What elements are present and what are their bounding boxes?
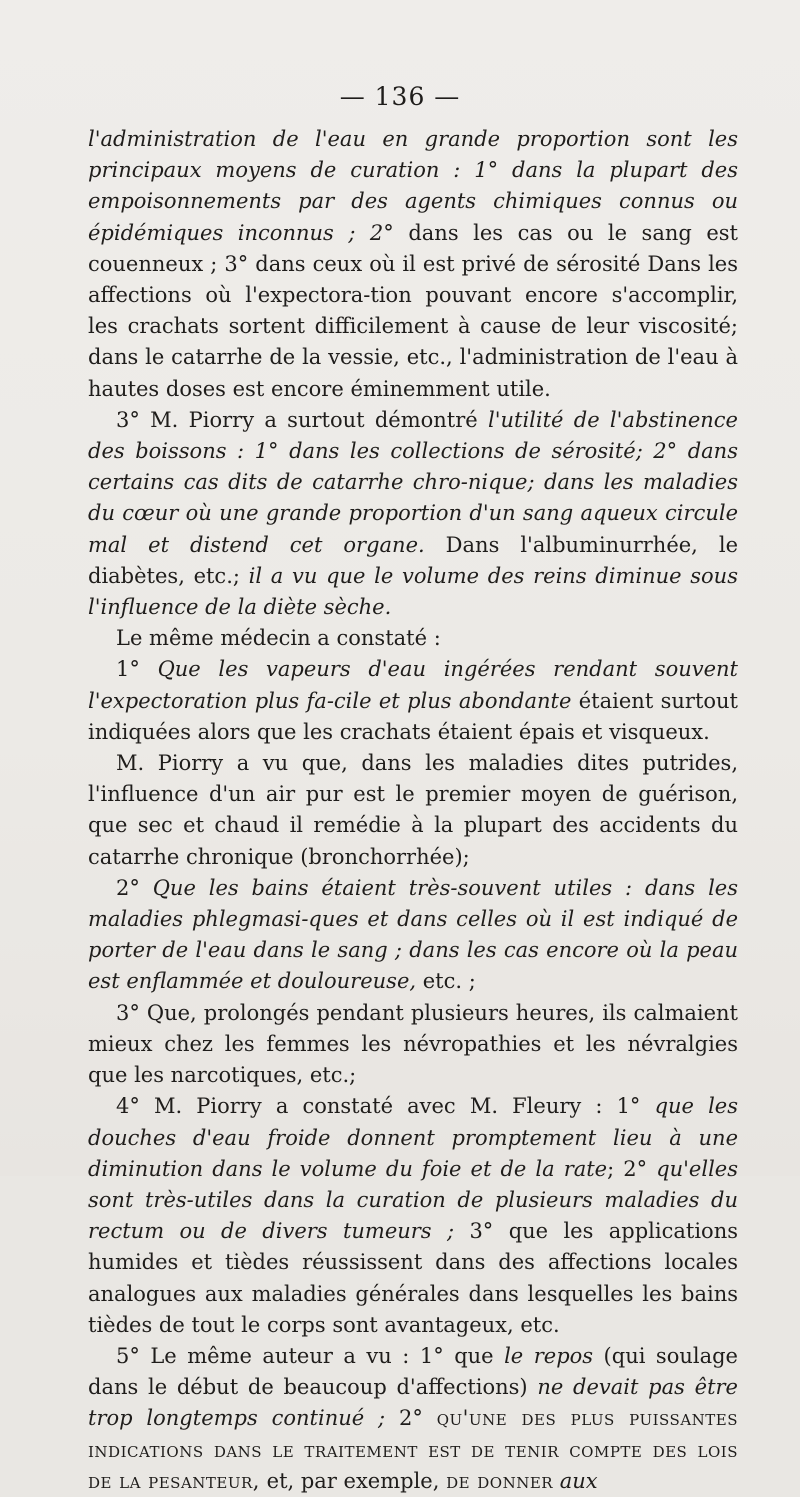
text-run: Que les vapeurs d'eau ingérées rendant souvent l'expectoration plus fa-cile et plus abondante [88, 657, 738, 713]
text-run: ne devait pas être trop longtemps continué ; [88, 1375, 738, 1431]
paragraph-p4 [88, 654, 738, 748]
paragraph-p6 [88, 873, 738, 998]
text-run: Que les bains étaient très-souvent utiles : dans les maladies phlegmasi-ques et dans celles où il est indiqué de porter de l'eau dans le sang ; dans les cas encore où la peau est enflammée et douloureuse, [88, 875, 738, 994]
text-run: Dans l'albuminurrhée, le diabètes, etc.; [88, 532, 738, 588]
text-run: M. Piorry a vu que, dans les maladies dites putrides, l'influence d'un air pur est le premier moyen de guérison, que sec et chaud il remédie à la plupart des accidents du catarrhe chronique (bronchorrhée); [88, 751, 738, 869]
text-run: 5° Le même auteur a vu : 1° que [116, 1343, 505, 1368]
text-run: qu'elles sont très-utiles dans la curation de plusieurs maladies du rectum ou de divers tumeurs ; [88, 1156, 738, 1244]
page-number: — 136 — [339, 82, 461, 111]
text-run [553, 1469, 560, 1493]
text-run: 2° [385, 1406, 437, 1431]
text-run: 3° M. Piorry a surtout démontré [116, 407, 488, 432]
text-run: le repos [504, 1343, 594, 1368]
text-run: 1° [116, 657, 158, 682]
text-run: 3° Que, prolongés pendant plusieurs heures, ils calmaient mieux chez les femmes les névropathies et les névralgies que les narcotiques, etc.; [88, 1000, 738, 1088]
text-run: etc. ; [416, 969, 476, 994]
paragraph-p1 [88, 124, 738, 405]
paragraph-p3 [88, 623, 738, 654]
text-run: il a vu que le volume des reins diminue sous l'influence de la diète sèche. [88, 563, 738, 620]
text-run: Le même médecin a constaté : [116, 626, 441, 651]
text-run: dans les cas ou le sang est couenneux ; 3° dans ceux où il est privé de sérosité Dans les affections où l'expectora-tion pouvant encore s'accomplir, les crachats sortent difficilement à cause de leur viscosité; dans le catarrhe de la vessie, etc., l'administration de l'eau à hautes doses est encore éminemment utile. [88, 220, 738, 401]
text-run: que les douches d'eau froide donnent promptement lieu à une diminution dans le volume du foie et de la rate [88, 1094, 738, 1181]
body-text [88, 124, 738, 1497]
text-run: l'utilité de l'abstinence des boissons : 1° dans les collections de sérosité; 2° dans certains cas dits de catarrhe chro-nique; dans les maladies du cœur où une grande proportion d'un sang aqueux circule mal et distend cet organe. [88, 407, 738, 557]
text-run: étaient surtout indiquées alors que les crachats étaient épais et visqueux. [88, 688, 738, 744]
text-run: 4° M. Piorry a constaté avec M. Fleury : 1° [116, 1094, 655, 1119]
text-run: de donner [446, 1468, 554, 1493]
text-run: aux [559, 1468, 598, 1493]
text-run: qu'une des plus puissantes indications dans le traitement est de tenir compte des lois de la pesanteur, [88, 1406, 739, 1493]
text-run: 2° [116, 875, 153, 900]
text-run: (qui soulage dans le début de beaucoup d'affections) [88, 1343, 738, 1400]
paragraph-p5 [88, 748, 738, 873]
paragraph-p2 [88, 405, 738, 623]
text-run: 3° que les applications humides et tièdes réussissent dans des affections locales analogues aux maladies générales dans lesquelles les bains tièdes de tout le corps sont avantageux, etc. [88, 1219, 738, 1337]
text-run: et, par exemple, [259, 1468, 447, 1493]
paragraph-p8 [88, 1091, 738, 1341]
text-run: ; 2° [607, 1156, 657, 1181]
text-run: l'administration de l'eau en grande proportion sont les principaux moyens de curation : 1° dans la plupart des empoisonnements par des agents chimiques connus ou épidémiques inconnus ; 2° [88, 127, 738, 245]
paragraph-p7 [88, 998, 738, 1092]
paragraph-p9 [88, 1341, 738, 1497]
